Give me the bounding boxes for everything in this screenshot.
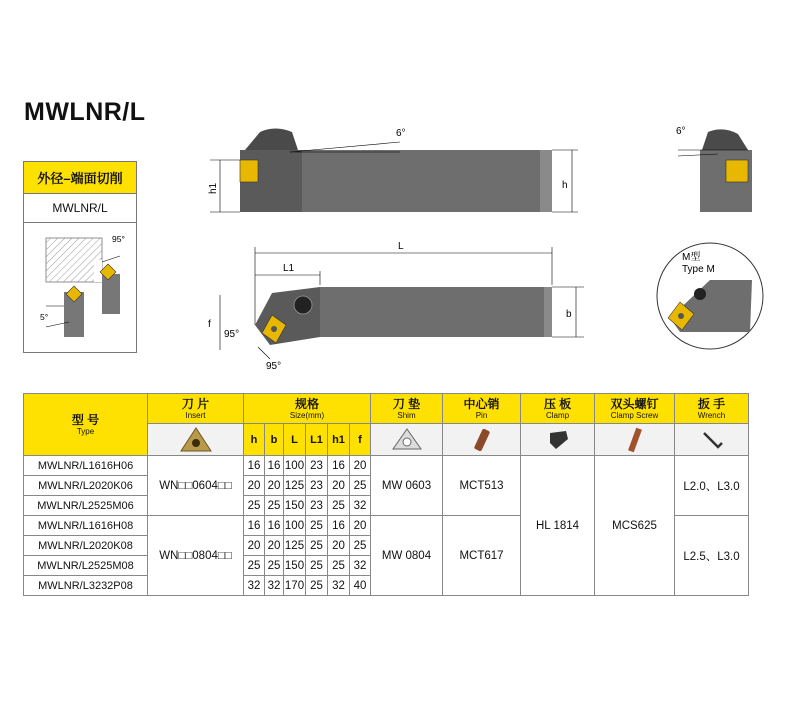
- table-row: MWLNR/L2525M06 25 25 150 23 25 32: [24, 496, 749, 516]
- dim-f: f: [208, 319, 211, 330]
- shank-body: [302, 150, 552, 212]
- legend-diagram: [24, 222, 136, 352]
- legend-tool-right: [102, 274, 120, 314]
- pin-group1: MCT513: [443, 456, 521, 516]
- screw-value: MCS625: [595, 456, 675, 596]
- dim-L1: L1: [283, 263, 295, 274]
- clamp-value: HL 1814: [521, 456, 595, 596]
- spec-table: [23, 393, 749, 596]
- header-insert: 刀 片 Insert: [148, 394, 244, 424]
- workpiece-hatch: [46, 238, 102, 282]
- table-row: MWLNR/L1616H08 WN□□0804□□ 16 16 100 25 16 20 MW 0804 MCT617 L2.5、L3.0: [24, 516, 749, 536]
- dim-h1: h1: [208, 182, 219, 194]
- screw-image: [595, 424, 675, 456]
- insert-group1: WN□□0604□□: [148, 456, 244, 516]
- size-col-h1: h1: [328, 424, 350, 456]
- screw-top: [294, 296, 312, 314]
- type-m-cn: M型: [682, 252, 701, 263]
- table-row: MWLNR/L3232P08 32 32 170 25 32 40: [24, 576, 749, 596]
- size-col-L: L: [284, 424, 306, 456]
- dim-h: h: [562, 180, 568, 191]
- dim-L: L: [398, 241, 404, 252]
- page-title: MWLNR/L: [24, 98, 146, 126]
- end-view-drawing: [668, 120, 768, 220]
- legend-box: [23, 161, 137, 353]
- side-view-drawing: [200, 120, 600, 220]
- table-row: MWLNR/L2020K06 20 20 125 23 20 25: [24, 476, 749, 496]
- clamp-image: [521, 424, 595, 456]
- header-size: 规格 Size(mm): [244, 394, 371, 424]
- dim-angle-top: 6°: [396, 128, 406, 139]
- legend-chinese-label: 外径–端面切削: [24, 162, 136, 194]
- insert-image: [148, 424, 244, 456]
- legend-code: MWLNR/L: [24, 194, 136, 223]
- pin-image: [443, 424, 521, 456]
- insert-group2: WN□□0804□□: [148, 516, 244, 596]
- dim-angle-95b: 95°: [266, 361, 282, 372]
- header-shim: 刀 垫 Shim: [371, 394, 443, 424]
- shim-group2: MW 0804: [371, 516, 443, 596]
- dim-side-angle: 6°: [676, 126, 686, 137]
- wrench-group2: L2.5、L3.0: [675, 516, 749, 596]
- header-pin: 中心销 Pin: [443, 394, 521, 424]
- shim-group1: MW 0603: [371, 456, 443, 516]
- legend-angle-b: 5°: [40, 312, 49, 322]
- header-type: 型 号 Type: [24, 394, 148, 456]
- wrench-group1: L2.0、L3.0: [675, 456, 749, 516]
- wrench-image: [675, 424, 749, 456]
- shank-top: [320, 287, 552, 337]
- head-top: [255, 287, 320, 345]
- type-m-detail: [650, 240, 770, 352]
- legend-angle-a: 95°: [112, 234, 125, 244]
- size-col-h: h: [244, 424, 265, 456]
- top-view-drawing: [200, 235, 600, 375]
- table-row: MWLNR/L1616H06 WN□□0604□□ 16 16 100 23 16 20 MW 0603 MCT513 HL 1814 MCS625 L2.0、L3.0: [24, 456, 749, 476]
- shim-image: [371, 424, 443, 456]
- size-col-L1: L1: [306, 424, 328, 456]
- header-wrench: 扳 手 Wrench: [675, 394, 749, 424]
- insert-side: [240, 160, 258, 182]
- pin-group2: MCT617: [443, 516, 521, 596]
- size-col-b: b: [265, 424, 284, 456]
- size-col-f: f: [350, 424, 371, 456]
- header-clamp: 压 板 Clamp: [521, 394, 595, 424]
- table-row: MWLNR/L2525M08 25 25 150 25 25 32: [24, 556, 749, 576]
- dim-angle-95a: 95°: [224, 329, 240, 340]
- header-clamp-screw: 双头螺钉 Clamp Screw: [595, 394, 675, 424]
- type-m-en: Type M: [682, 264, 715, 275]
- clamp-top: [245, 129, 298, 151]
- table-row: MWLNR/L2020K08 20 20 125 25 20 25: [24, 536, 749, 556]
- dim-b: b: [566, 309, 572, 320]
